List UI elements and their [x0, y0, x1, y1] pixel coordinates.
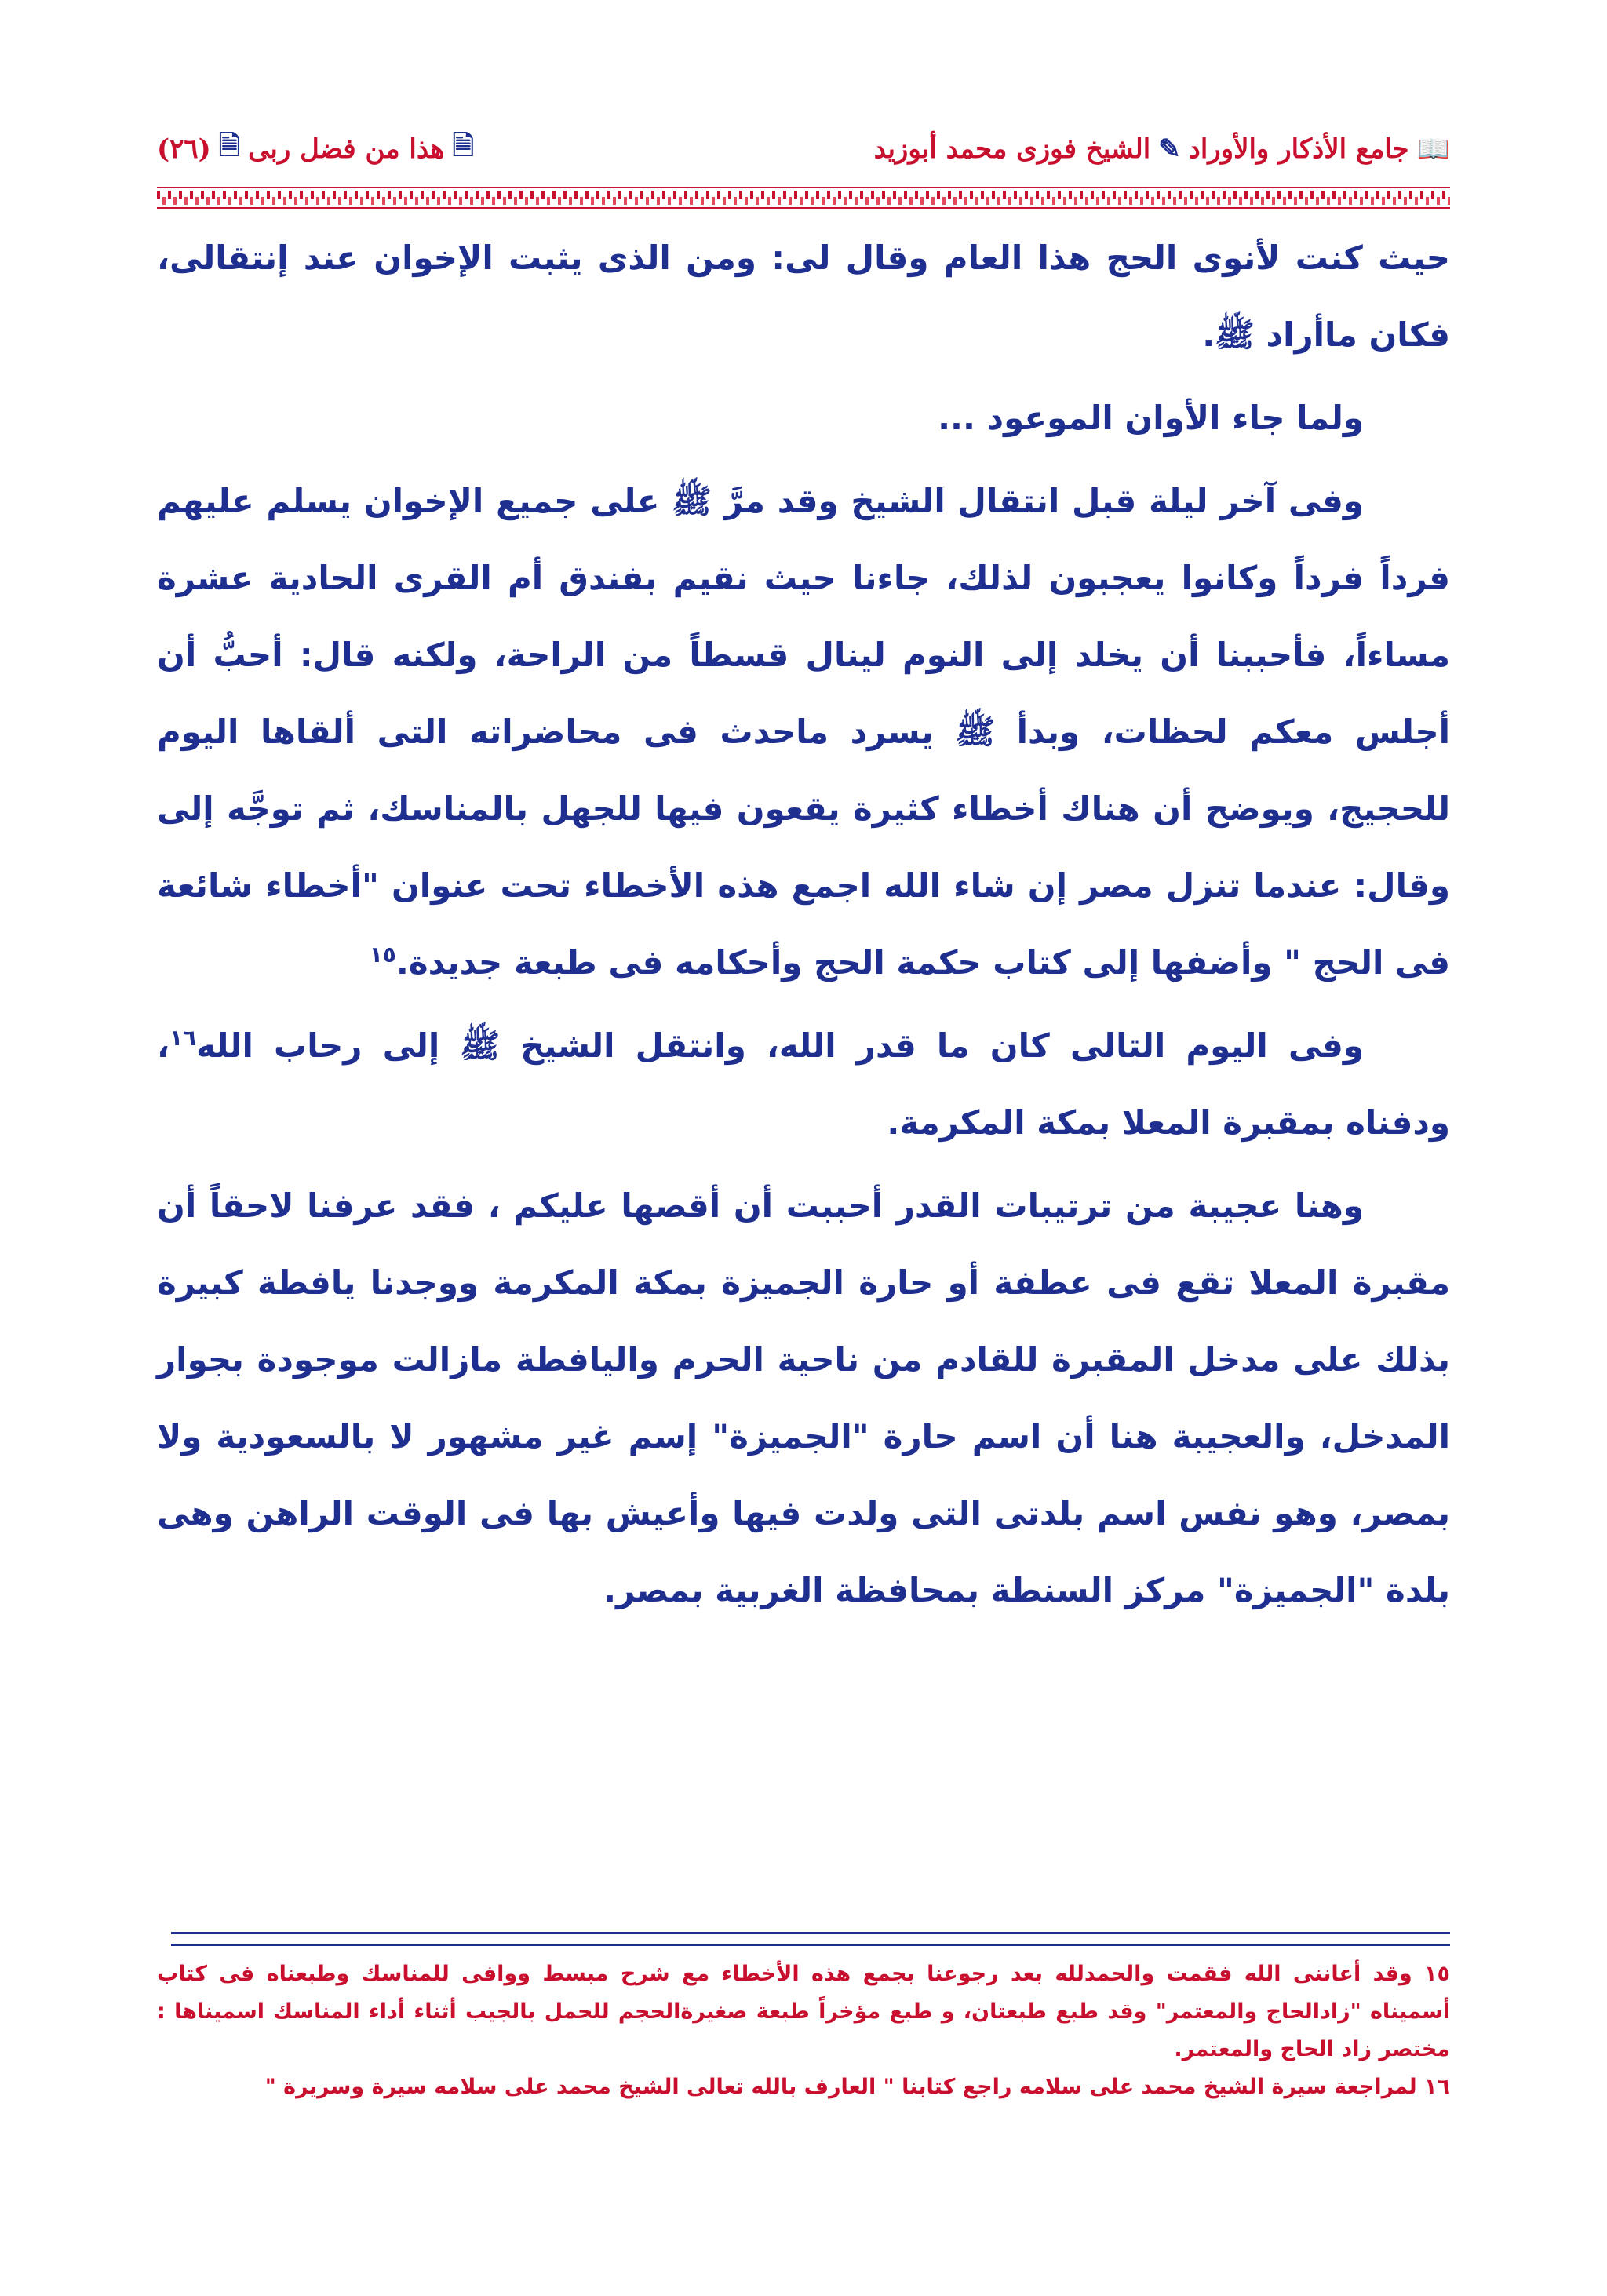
paragraph [157, 1008, 1450, 1161]
paragraph: ولما جاء الأوان الموعود ... [938, 399, 1364, 437]
header-section-group [157, 127, 474, 172]
paragraph: وهنا عجيبة من ترتيبات القدر أحببت أن أقصها عليكم ، فقد عرفنا لاحقاً أن مقبرة المعلا تقع فى عطفة أو حارة الجميزة بمكة المكرمة ووجدنا يافطة كبيرة بذلك على مدخل المقبرة للقادم من ناحية الحرم واليافطة مازالت موجودة بجوار المدخل، والعجيبة هنا أن اسم حارة "الجميزة" إسم غير مشهور لا بالسعودية ولا بمصر، وهو نفس اسم بلدتى التى ولدت فيها وأعيش بها فى الوقت الراهن وهى بلدة "الجميزة" مركز السنطة بمحافظة الغربية بمصر. [157, 1186, 1450, 1609]
header-title-group [874, 133, 1450, 165]
footnote: ١٥ وقد أعاننى الله فقمت والحمدلله بعد رجوعنا بجمع هذه الأخطاء مع شرح مبسط ووافى للمناسك وطبعناه فى كتاب أسميناه "زادالحاج والمعتمر" وقد طبع طبعتان، و طبع مؤخراً طبعة صغيرةالحجم للحمل بالجيب أثناء أداء المناسك اسميناها : مختصر زاد الحاج والمعتمر. [157, 1962, 1450, 2061]
header-ornament-border [157, 187, 1450, 209]
footnote-mark: ١٦ [169, 1025, 197, 1051]
page [157, 94, 1450, 2213]
main-text [157, 220, 1450, 1635]
footnotes [157, 1955, 1450, 2106]
page-header [157, 118, 1450, 180]
book-title: جامع الأذكار والأوراد [1188, 133, 1409, 165]
open-book-icon: 📖 [1416, 133, 1450, 165]
quill-pen-icon: ✎ [1158, 133, 1181, 165]
paragraph: حيث كنت لأنوى الحج هذا العام وقال لى: ومن الذى يثبت الإخوان عند إنتقالى، فكان ماأراد ﷺ. [157, 239, 1450, 354]
footnote-divider [171, 1932, 1450, 1946]
section-title: هذا من فضل ربى [248, 133, 445, 165]
paragraph-text: وفى آخر ليلة قبل انتقال الشيخ وقد مرَّ ﷺ على جميع الإخوان يسلم عليهم فرداً فرداً وكانوا يعجبون لذلك، جاءنا حيث نقيم بفندق أم القرى الحادية عشرة مساءاً، فأحببنا أن يخلد إلى النوم لينال قسطاً من الراحة، ولكنه قال: أحبُّ أن أجلس معكم لحظات، وبدأ ﷺ يسرد ماحدث فى محاضراته التى ألقاها اليوم للحجيج، ويوضح أن هناك أخطاء كثيرة يقعون فيها للجهل بالمناسك، ثم توجَّه إلى وقال: عندما تنزل مصر إن شاء الله اجمع هذه الأخطاء تحت عنوان "أخطاء شائعة فى الحج " وأضفها إلى كتاب حكمة الحج وأحكامه فى طبعة جديدة. [157, 482, 1450, 982]
paragraph-text: ، ودفناه بمقبرة المعلا بمكة المكرمة. [157, 1026, 1450, 1142]
footnote: ١٦ لمراجعة سيرة الشيخ محمد على سلامه راجع كتابنا " العارف بالله تعالى الشيخ محمد على سلامه سيرة وسريرة " [264, 2075, 1450, 2099]
paragraph-text: وفى اليوم التالى كان ما قدر الله، وانتقل الشيخ ﷺ إلى رحاب الله [196, 1026, 1364, 1065]
page-number: (٢٦) [157, 133, 211, 165]
footnote-mark: ١٥ [369, 942, 396, 968]
document-icon: 🗎 [452, 129, 474, 162]
paragraph [157, 463, 1450, 1001]
author-name: الشيخ فوزى محمد أبوزيد [873, 133, 1151, 165]
document-icon: 🗎 [218, 129, 241, 162]
